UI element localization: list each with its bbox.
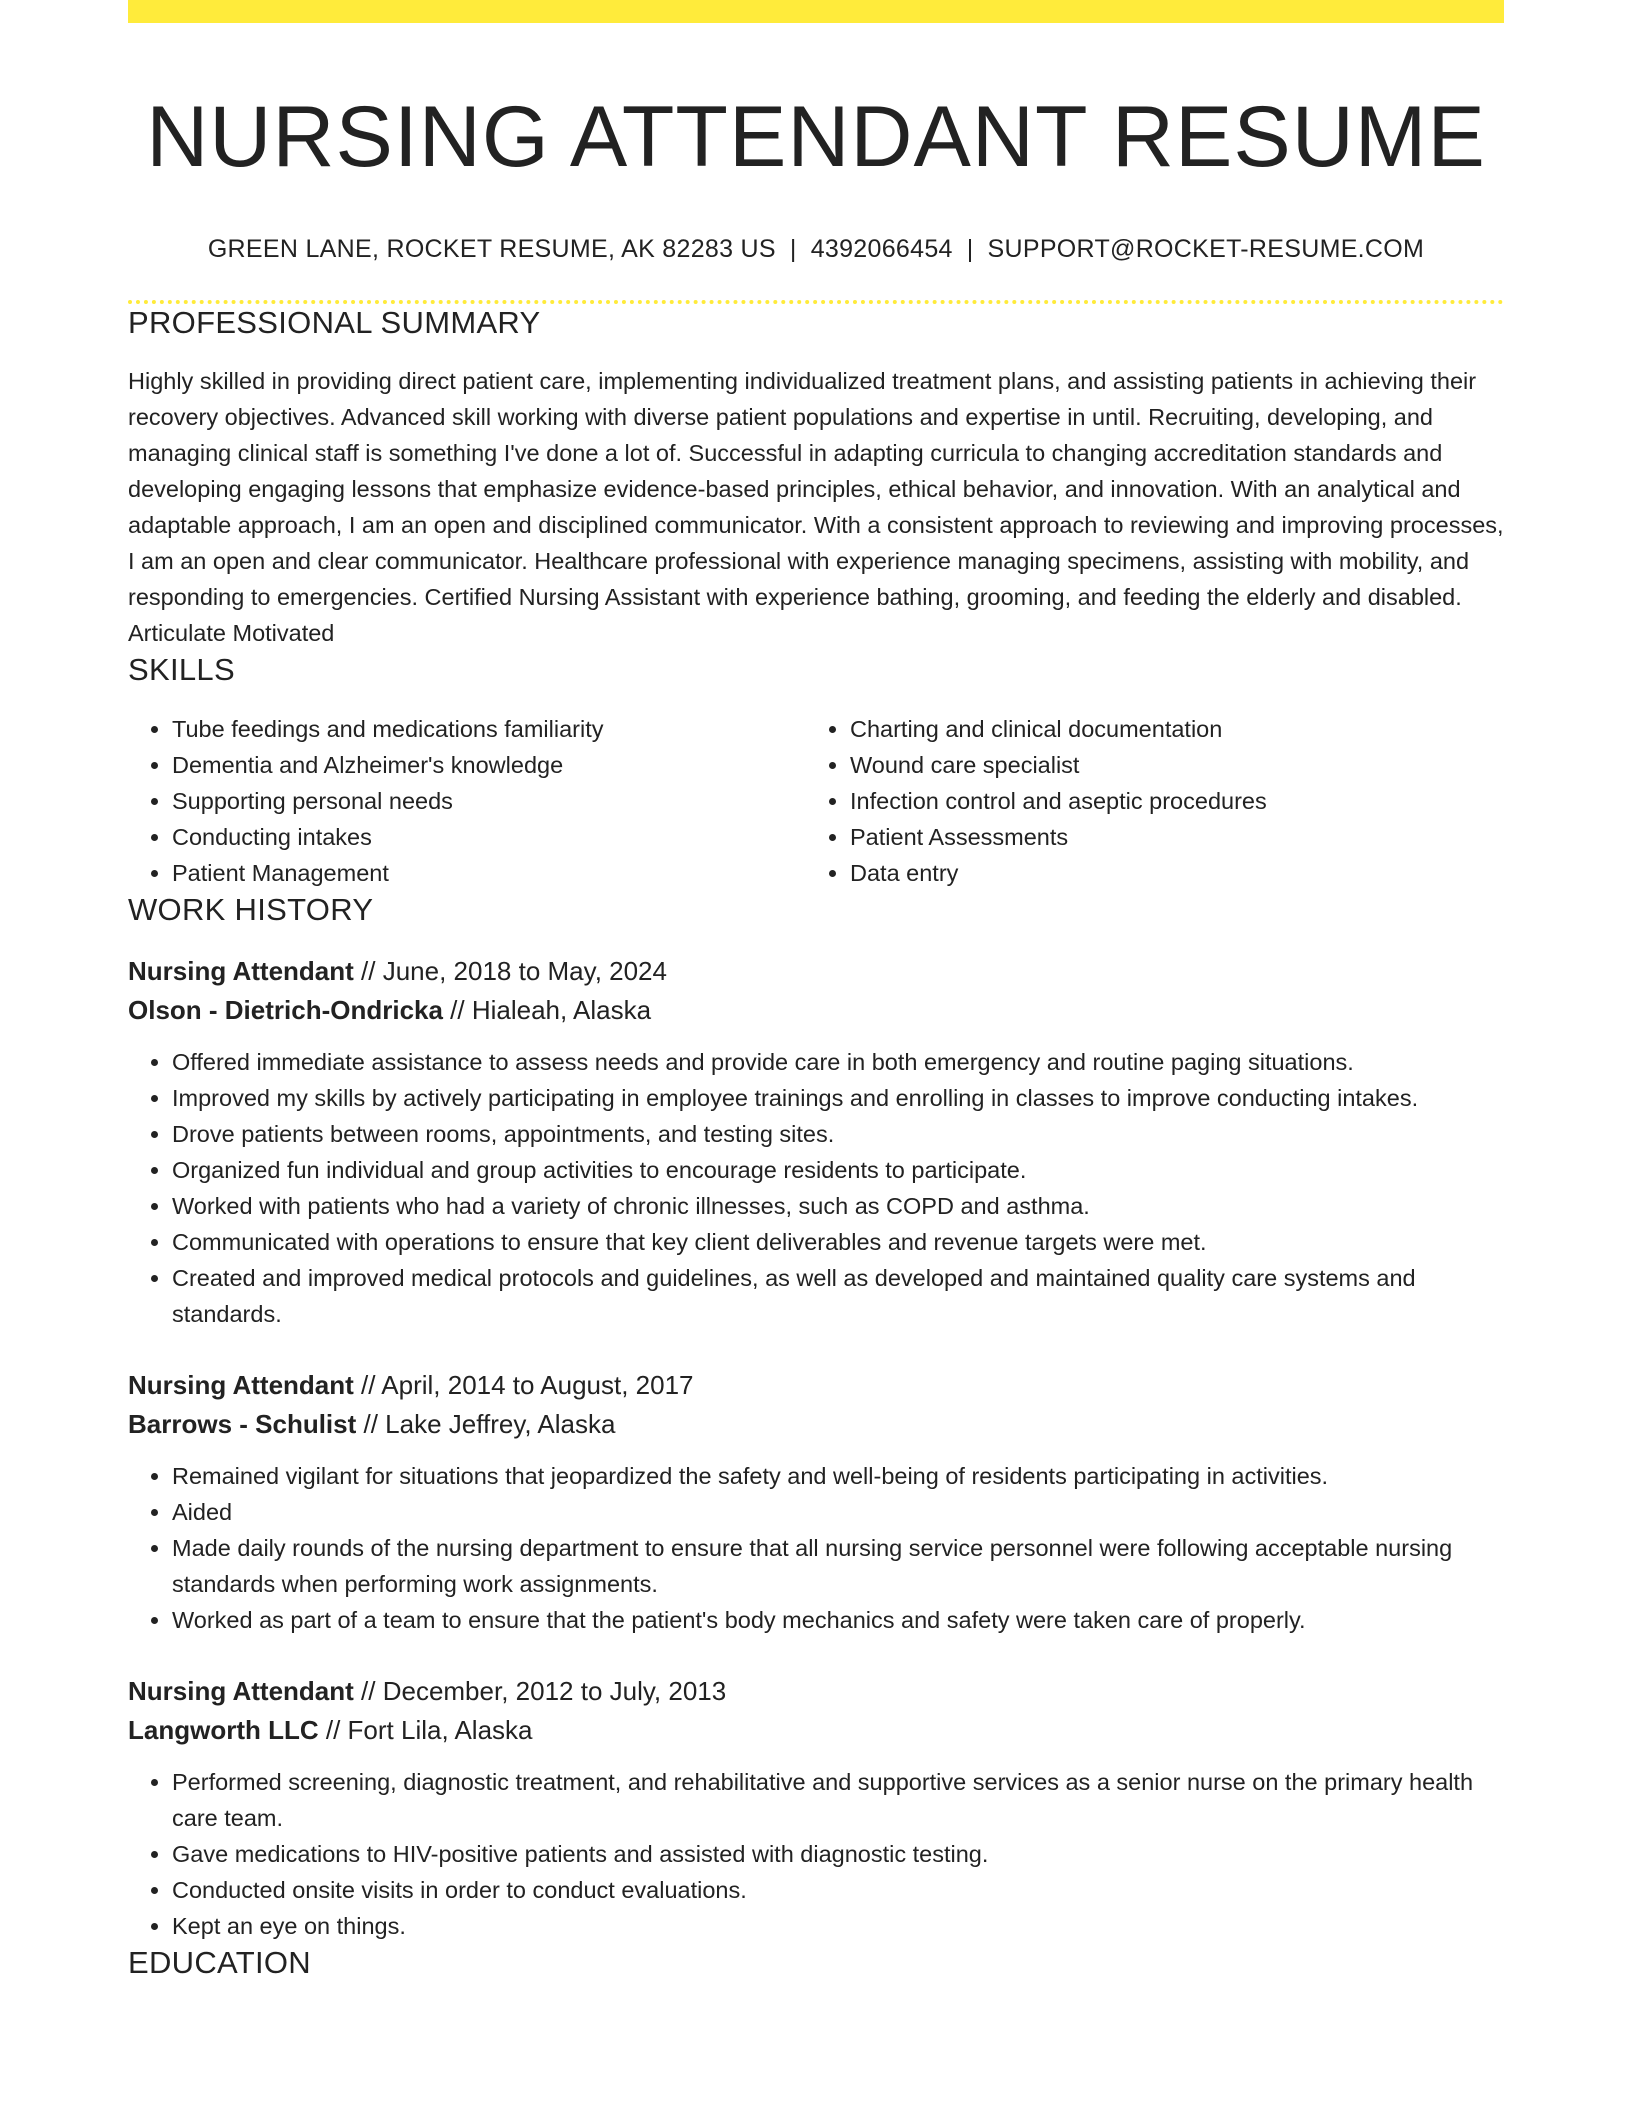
job-location: // Lake Jeffrey, Alaska xyxy=(356,1408,616,1439)
skill-item: • Dementia and Alzheimer's knowledge xyxy=(172,747,806,783)
job-bullets xyxy=(128,1764,1504,1944)
job-dates: // June, 2018 to May, 2024 xyxy=(353,955,667,986)
contact-line xyxy=(128,235,1504,264)
job-dates: // April, 2014 to August, 2017 xyxy=(353,1369,694,1400)
skill-item: • Wound care specialist xyxy=(850,747,1484,783)
job-entry xyxy=(128,1672,1504,1944)
job-entry xyxy=(128,952,1504,1332)
contact-address: GREEN LANE, ROCKET RESUME, AK 82283 US xyxy=(207,235,776,264)
skill-item: • Tube feedings and medications familiarity xyxy=(172,711,806,747)
job-company: Olson - Dietrich-Ondricka xyxy=(128,994,443,1025)
skill-item: • Conducting intakes xyxy=(172,819,806,855)
contact-separator: | xyxy=(966,235,974,264)
job-company-line xyxy=(128,991,1504,1030)
skills-right-column xyxy=(806,711,1484,891)
skill-item: • Patient Management xyxy=(172,855,806,891)
job-location: // Fort Lila, Alaska xyxy=(318,1714,533,1745)
job-title: Nursing Attendant xyxy=(128,955,354,986)
education-heading: EDUCATION xyxy=(128,1944,311,1980)
job-title: Nursing Attendant xyxy=(128,1675,354,1706)
summary-heading: PROFESSIONAL SUMMARY xyxy=(128,305,541,341)
contact-email: SUPPORT@ROCKET-RESUME.COM xyxy=(987,235,1425,264)
job-company: Langworth LLC xyxy=(128,1714,319,1745)
skills-left-column xyxy=(128,711,806,891)
contact-separator: | xyxy=(789,235,797,264)
job-bullet: • Aided xyxy=(172,1494,1504,1530)
skill-item: • Supporting personal needs xyxy=(172,783,806,819)
job-bullet: • Made daily rounds of the nursing department to ensure that all nursing service personnel were following acceptable nursing standards when performing work assignments. xyxy=(172,1530,1504,1602)
job-bullet: • Remained vigilant for situations that jeopardized the safety and well-being of residents participating in activities. xyxy=(172,1458,1504,1494)
summary-text: Highly skilled in providing direct patient care, implementing individualized treatment plans, and assisting patients in achieving their recovery objectives. Advanced skill working with diverse patient populations and expertise in until. Recruiting, developing, and managing clinical staff is something I've done a lot of. Successful in adapting curricula to changing accreditation standards and developing engaging lessons that emphasize evidence-based principles, ethical behavior, and innovation. With an analytical and adaptable approach, I am an open and disciplined communicator. With a consistent approach to reviewing and improving processes, I am an open and clear communicator. Healthcare professional with experience managing specimens, assisting with mobility, and responding to emergencies. Certified Nursing Assistant with experience bathing, grooming, and feeding the elderly and disabled. Articulate Motivated xyxy=(128,368,1504,647)
job-bullet: • Drove patients between rooms, appointments, and testing sites. xyxy=(172,1116,1504,1152)
accent-top-bar xyxy=(128,0,1504,23)
job-title-line xyxy=(128,952,1504,991)
job-title-line xyxy=(128,1672,1504,1711)
job-company: Barrows - Schulist xyxy=(128,1408,357,1439)
job-bullet: • Communicated with operations to ensure that key client deliverables and revenue targets were met. xyxy=(172,1224,1504,1260)
job-bullet: • Gave medications to HIV-positive patients and assisted with diagnostic testing. xyxy=(172,1836,1504,1872)
job-bullet: • Performed screening, diagnostic treatment, and rehabilitative and supportive services as a senior nurse on the primary health care team. xyxy=(172,1764,1504,1836)
job-dates: // December, 2012 to July, 2013 xyxy=(353,1675,727,1706)
job-title: Nursing Attendant xyxy=(128,1369,354,1400)
skill-item: • Charting and clinical documentation xyxy=(850,711,1484,747)
skills-list xyxy=(128,711,1504,891)
job-bullet: • Kept an eye on things. xyxy=(172,1908,1504,1944)
skill-item: • Patient Assessments xyxy=(850,819,1484,855)
job-bullet: • Worked as part of a team to ensure that the patient's body mechanics and safety were taken care of properly. xyxy=(172,1602,1504,1638)
job-bullets xyxy=(128,1458,1504,1638)
job-entry xyxy=(128,1366,1504,1638)
work-history-heading: WORK HISTORY xyxy=(128,891,374,927)
resume-title: NURSING ATTENDANT RESUME xyxy=(146,89,1486,185)
job-location: // Hialeah, Alaska xyxy=(442,994,652,1025)
job-title-line xyxy=(128,1366,1504,1405)
job-bullet: • Organized fun individual and group activities to encourage residents to participate. xyxy=(172,1152,1504,1188)
skill-item: • Data entry xyxy=(850,855,1484,891)
job-bullet: • Improved my skills by actively participating in employee trainings and enrolling in classes to improve conducting intakes. xyxy=(172,1080,1504,1116)
job-company-line xyxy=(128,1405,1504,1444)
job-company-line xyxy=(128,1711,1504,1750)
contact-phone: 4392066454 xyxy=(810,235,953,264)
resume-page xyxy=(128,0,1504,1981)
skill-item: • Infection control and aseptic procedures xyxy=(850,783,1484,819)
job-bullet: • Offered immediate assistance to assess needs and provide care in both emergency and routine paging situations. xyxy=(172,1044,1504,1080)
job-bullet: • Created and improved medical protocols and guidelines, as well as developed and maintained quality care systems and standards. xyxy=(172,1260,1504,1332)
skills-heading: SKILLS xyxy=(128,652,235,688)
job-bullets xyxy=(128,1044,1504,1332)
job-bullet: • Worked with patients who had a variety of chronic illnesses, such as COPD and asthma. xyxy=(172,1188,1504,1224)
job-bullet: • Conducted onsite visits in order to conduct evaluations. xyxy=(172,1872,1504,1908)
